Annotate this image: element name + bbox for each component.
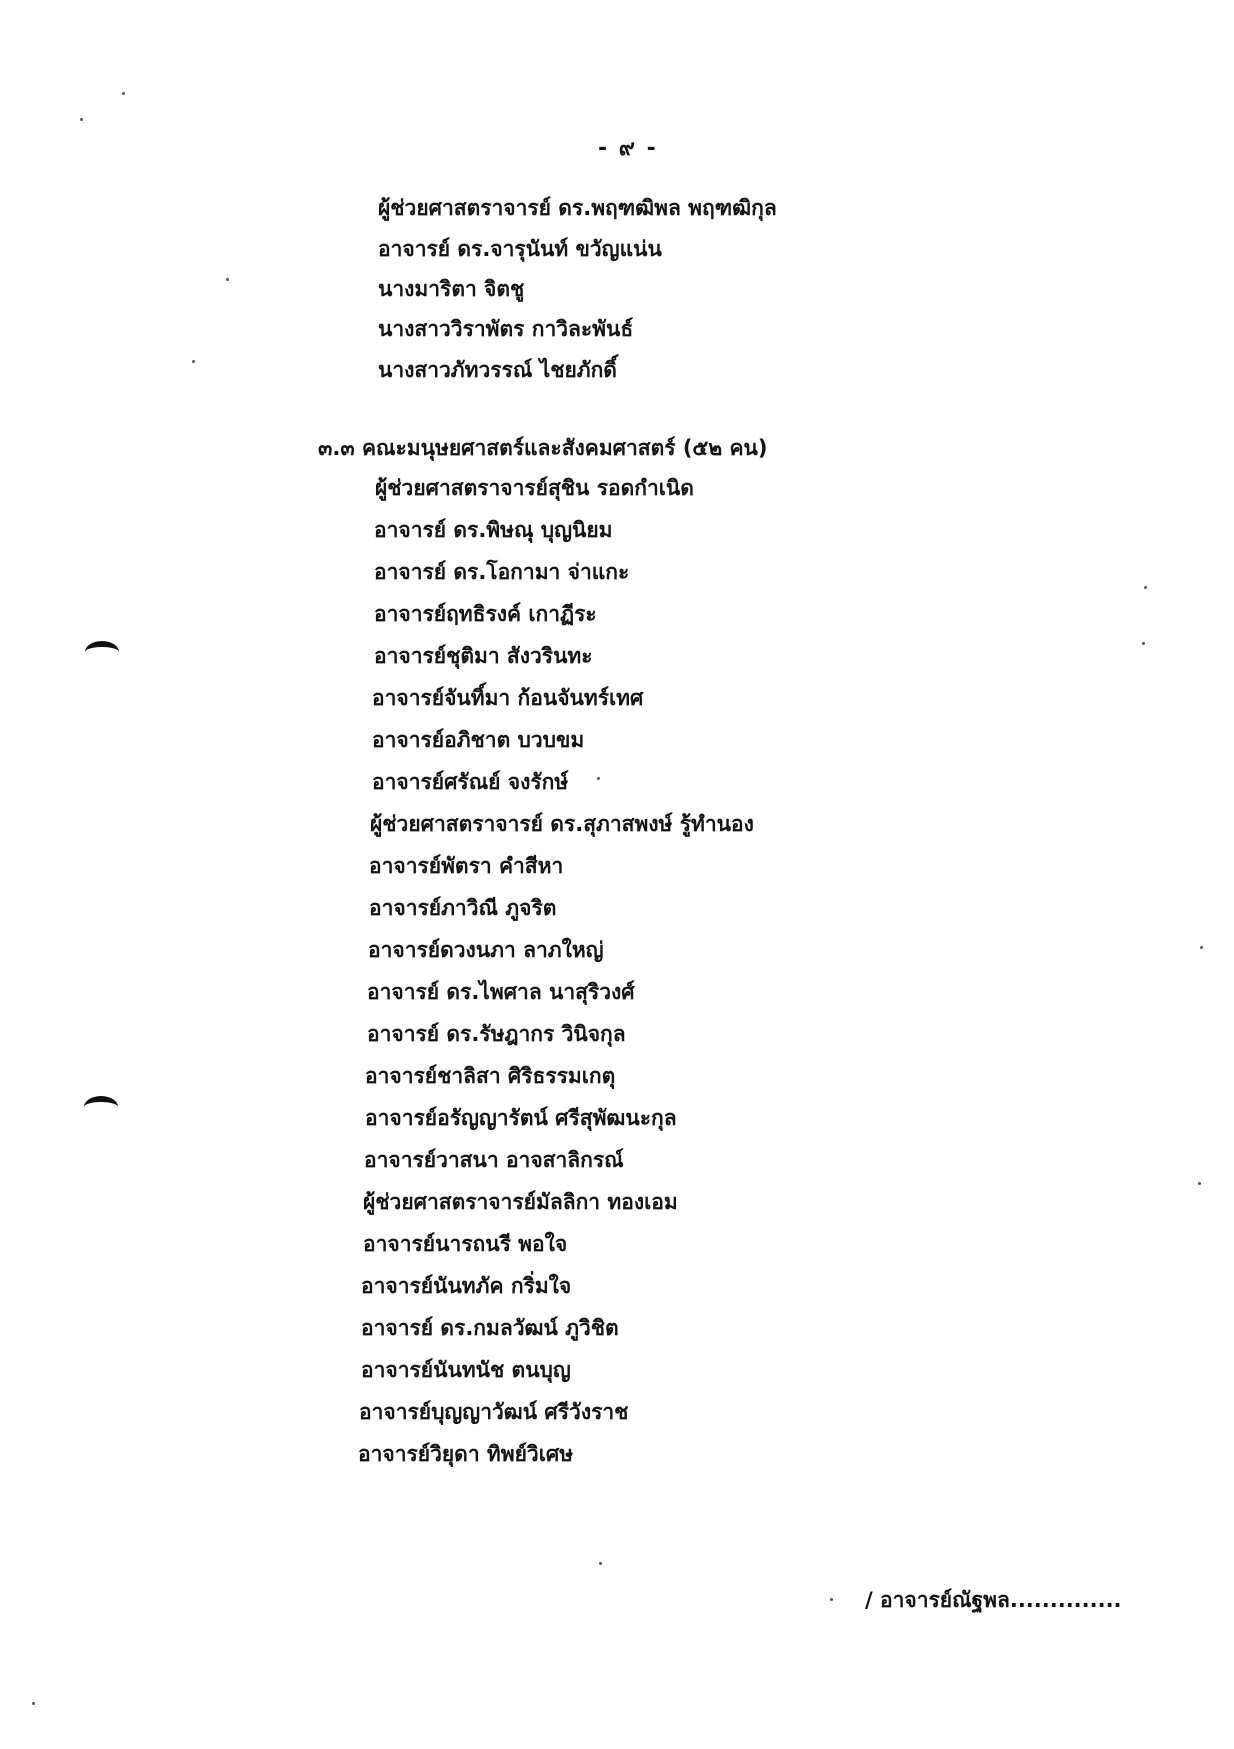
name-line: อาจารย์ภาวิณี ภูจริต xyxy=(369,896,557,920)
name-line: อาจารย์ ดร.ไพศาล นาสุริวงศ์ xyxy=(367,980,635,1004)
name-line: ผู้ช่วยศาสตราจารย์สุชิน รอดกำเนิด xyxy=(375,476,694,500)
name-line: อาจารย์ ดร.กมลวัฒน์ ภูวิชิต xyxy=(361,1316,619,1340)
name-line: อาจารย์วาสนา อาจสาลิกรณ์ xyxy=(364,1148,624,1172)
name-line: อาจารย์ชาลิสา ศิริธรรมเกตุ xyxy=(365,1064,616,1088)
name-line: นางสาวภัทวรรณ์ ไชยภักดิ์ xyxy=(378,358,617,382)
name-line: อาจารย์นันทนัช ตนบุญ xyxy=(361,1358,571,1382)
name-line: อาจารย์วิยุดา ทิพย์วิเศษ xyxy=(358,1442,574,1466)
name-line: อาจารย์ ดร.โอกามา จ่าแกะ xyxy=(374,560,630,584)
name-line: ผู้ช่วยศาสตราจารย์ ดร.พฤฑฒิพล พฤฑฒิกุล xyxy=(378,196,777,220)
name-line: อาจารย์ศรัณย์ จงรักษ์ xyxy=(372,770,569,794)
page-number: - ๙ - xyxy=(598,136,658,161)
name-line: อาจารย์นารถนรี พอใจ xyxy=(363,1232,568,1256)
scan-speck xyxy=(1142,642,1145,645)
name-line: นางสาววิราพัตร กาวิละพันธ์ xyxy=(378,317,634,341)
punch-hole-mark xyxy=(85,641,119,663)
name-line: อาจารย์ ดร.พิษณุ บุญนิยม xyxy=(374,518,613,542)
section-heading: ๓.๓ คณะมนุษยศาสตร์และสังคมศาสตร์ (๕๒ คน) xyxy=(318,436,768,460)
scan-speck xyxy=(122,92,125,95)
scan-speck xyxy=(1200,946,1203,949)
name-line: อาจารย์ดวงนภา ลาภใหญ่ xyxy=(368,938,604,962)
punch-hole-mark xyxy=(84,1096,118,1118)
scan-speck xyxy=(1198,1182,1201,1185)
name-line: อาจารย์ ดร.จารุนันท์ ขวัญแน่น xyxy=(378,237,662,261)
scan-speck xyxy=(830,1598,833,1601)
name-line: อาจารย์ชุติมา สังวรินทะ xyxy=(374,644,593,668)
scan-speck xyxy=(32,1702,35,1705)
scan-speck xyxy=(1144,586,1147,589)
name-line: อาจารย์ฤทธิรงค์ เกาฏีระ xyxy=(374,602,597,626)
scan-speck xyxy=(597,777,600,780)
name-line: อาจารย์ ดร.รัษฎากร วินิจกุล xyxy=(367,1022,626,1046)
name-line: อาจารย์นันทภัค กริ่มใจ xyxy=(361,1274,572,1298)
name-line: อาจารย์อภิชาต บวบขม xyxy=(372,728,585,752)
scan-speck xyxy=(226,278,229,281)
name-line: ผู้ช่วยศาสตราจารย์ ดร.สุภาสพงษ์ รู้ทำนอง xyxy=(370,812,754,836)
name-line: อาจารย์จันทิ์มา ก้อนจันทร์เทศ xyxy=(372,686,644,710)
scan-speck xyxy=(80,118,83,121)
name-line: ผู้ช่วยศาสตราจารย์มัลลิกา ทองเอม xyxy=(363,1190,678,1214)
name-line: อาจารย์อรัญญารัตน์ ศรีสุพัฒนะกุล xyxy=(365,1106,677,1130)
scan-speck xyxy=(599,1562,602,1565)
name-line: นางมาริตา จิตชู xyxy=(378,277,525,301)
name-line: อาจารย์พัตรา คำสีหา xyxy=(369,854,564,878)
scan-speck xyxy=(192,360,195,363)
name-line: อาจารย์บุญญาวัฒน์ ศรีวังราช xyxy=(359,1400,629,1424)
continuation-reference: / อาจารย์ณัฐพล.............. xyxy=(865,1588,1122,1612)
